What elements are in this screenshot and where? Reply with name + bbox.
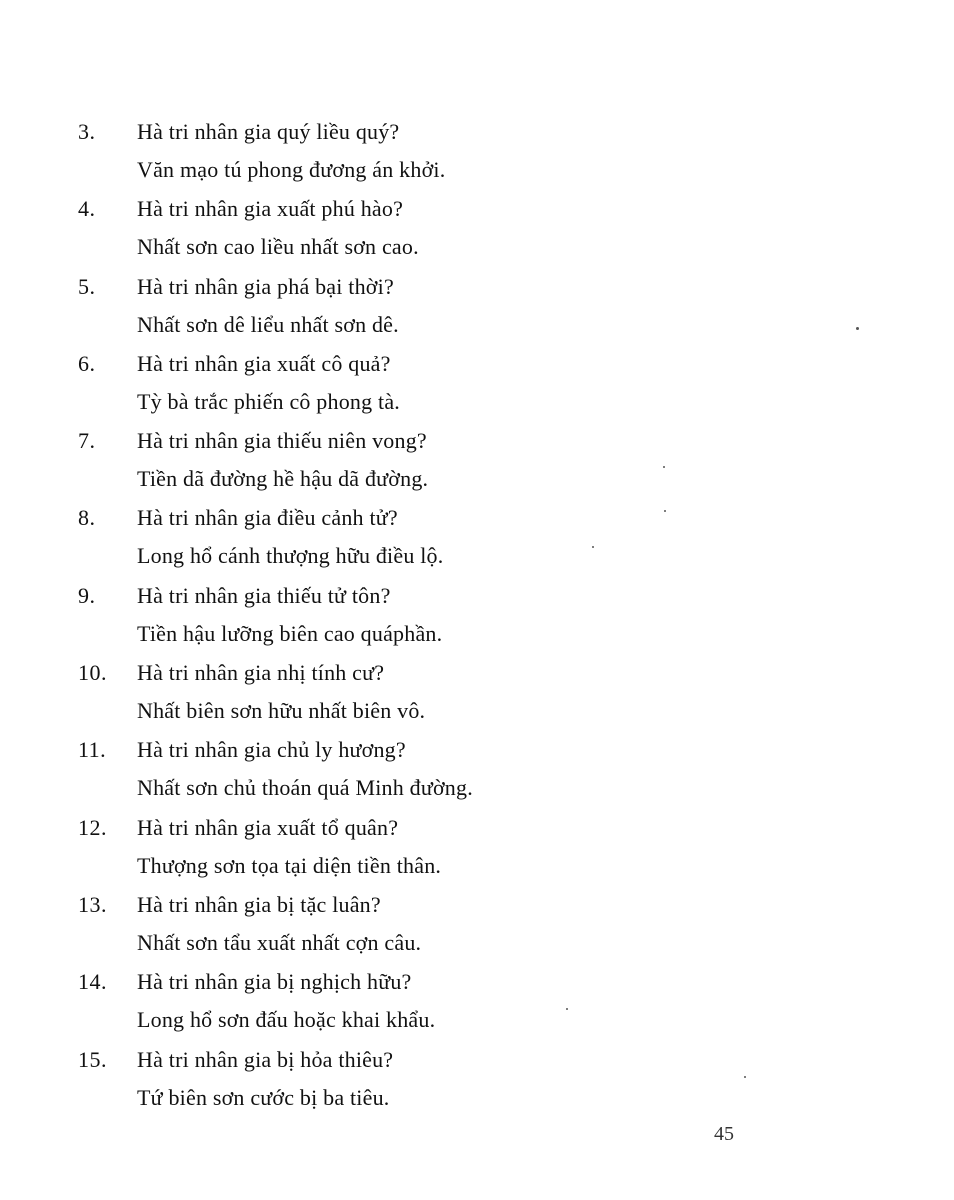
- verse-item: [78, 344, 838, 421]
- verse-item: [78, 421, 838, 498]
- verse-answer: Nhất sơn dê liểu nhất sơn dê.: [137, 311, 399, 337]
- verse-number: 3.: [78, 119, 96, 144]
- verse-number: 12.: [78, 814, 107, 840]
- verse-item: [78, 808, 838, 885]
- verse-question: Hà tri nhân gia xuất cô quả?: [137, 350, 391, 376]
- verse-question: Hà tri nhân gia nhị tính cư?: [137, 660, 385, 686]
- verse-question: Hà tri nhân gia phá bại thời?: [137, 273, 394, 299]
- verse-item: [78, 962, 838, 1039]
- verse-item: [78, 653, 838, 730]
- verse-question: Hà tri nhân gia bị tặc luân?: [137, 891, 381, 917]
- verse-number: 14.: [78, 969, 107, 995]
- verse-number: 15.: [78, 1046, 107, 1072]
- verse-question: Hà tri nhân gia bị hỏa thiêu?: [137, 1046, 394, 1072]
- verse-question: Hà tri nhân gia quý liều quý?: [137, 119, 400, 144]
- scan-speck: [566, 1008, 568, 1010]
- verse-number: 4.: [78, 196, 96, 222]
- verse-number: 8.: [78, 505, 96, 531]
- verse-question: Hà tri nhân gia điều cảnh tử?: [137, 505, 398, 531]
- verse-question: Hà tri nhân gia thiếu niên vong?: [137, 428, 427, 454]
- scan-speck: [664, 510, 666, 512]
- verse-number: 9.: [78, 582, 96, 608]
- verse-answer: Nhất biên sơn hữu nhất biên vô.: [137, 698, 426, 724]
- scan-speck: [856, 327, 859, 330]
- verse-question: Hà tri nhân gia thiếu tử tôn?: [137, 582, 391, 608]
- verse-question: Hà tri nhân gia bị nghịch hữu?: [137, 969, 412, 995]
- verse-item: [78, 730, 838, 807]
- verse-question: Hà tri nhân gia chủ ly hương?: [137, 737, 406, 763]
- verse-answer: Long hổ sơn đấu hoặc khai khẩu.: [137, 1007, 436, 1033]
- verse-question: Hà tri nhân gia xuất phú hào?: [137, 196, 404, 222]
- verse-answer: Tiền dã đường hề hậu dã đường.: [137, 466, 429, 492]
- page-number: 45: [714, 1123, 734, 1145]
- verse-question: Hà tri nhân gia xuất tổ quân?: [137, 814, 399, 840]
- verse-number: 10.: [78, 660, 107, 686]
- verse-item: [78, 498, 838, 575]
- verse-item: [78, 576, 838, 653]
- scan-speck: [744, 1076, 746, 1078]
- verse-answer: Văn mạo tú phong đương án khởi.: [137, 157, 446, 182]
- scan-speck: [592, 546, 594, 548]
- verse-answer: Thượng sơn tọa tại diện tiền thân.: [137, 852, 442, 878]
- verse-list: [78, 112, 838, 1117]
- verse-number: 7.: [78, 428, 96, 454]
- verse-number: 6.: [78, 350, 96, 376]
- scan-speck: [663, 466, 665, 468]
- verse-answer: Tứ biên sơn cước bị ba tiêu.: [137, 1084, 390, 1110]
- verse-number: 13.: [78, 891, 107, 917]
- verse-item: [78, 267, 838, 344]
- verse-number: 5.: [78, 273, 96, 299]
- verse-item: [78, 189, 838, 266]
- verse-answer: Nhất sơn tẩu xuất nhất cợn câu.: [137, 929, 422, 955]
- verse-number: 11.: [78, 737, 107, 763]
- verse-item: [78, 1040, 838, 1117]
- verse-answer: Nhất sơn chủ thoán quá Minh đường.: [137, 775, 473, 801]
- verse-answer: Long hổ cánh thượng hữu điều lộ.: [137, 543, 444, 569]
- verse-item: [78, 112, 838, 189]
- verse-answer: Tiền hậu lưỡng biên cao quáphần.: [137, 620, 443, 646]
- verse-answer: Tỳ bà trắc phiến cô phong tà.: [137, 388, 400, 414]
- verse-answer: Nhất sơn cao liều nhất sơn cao.: [137, 234, 419, 260]
- verse-item: [78, 885, 838, 962]
